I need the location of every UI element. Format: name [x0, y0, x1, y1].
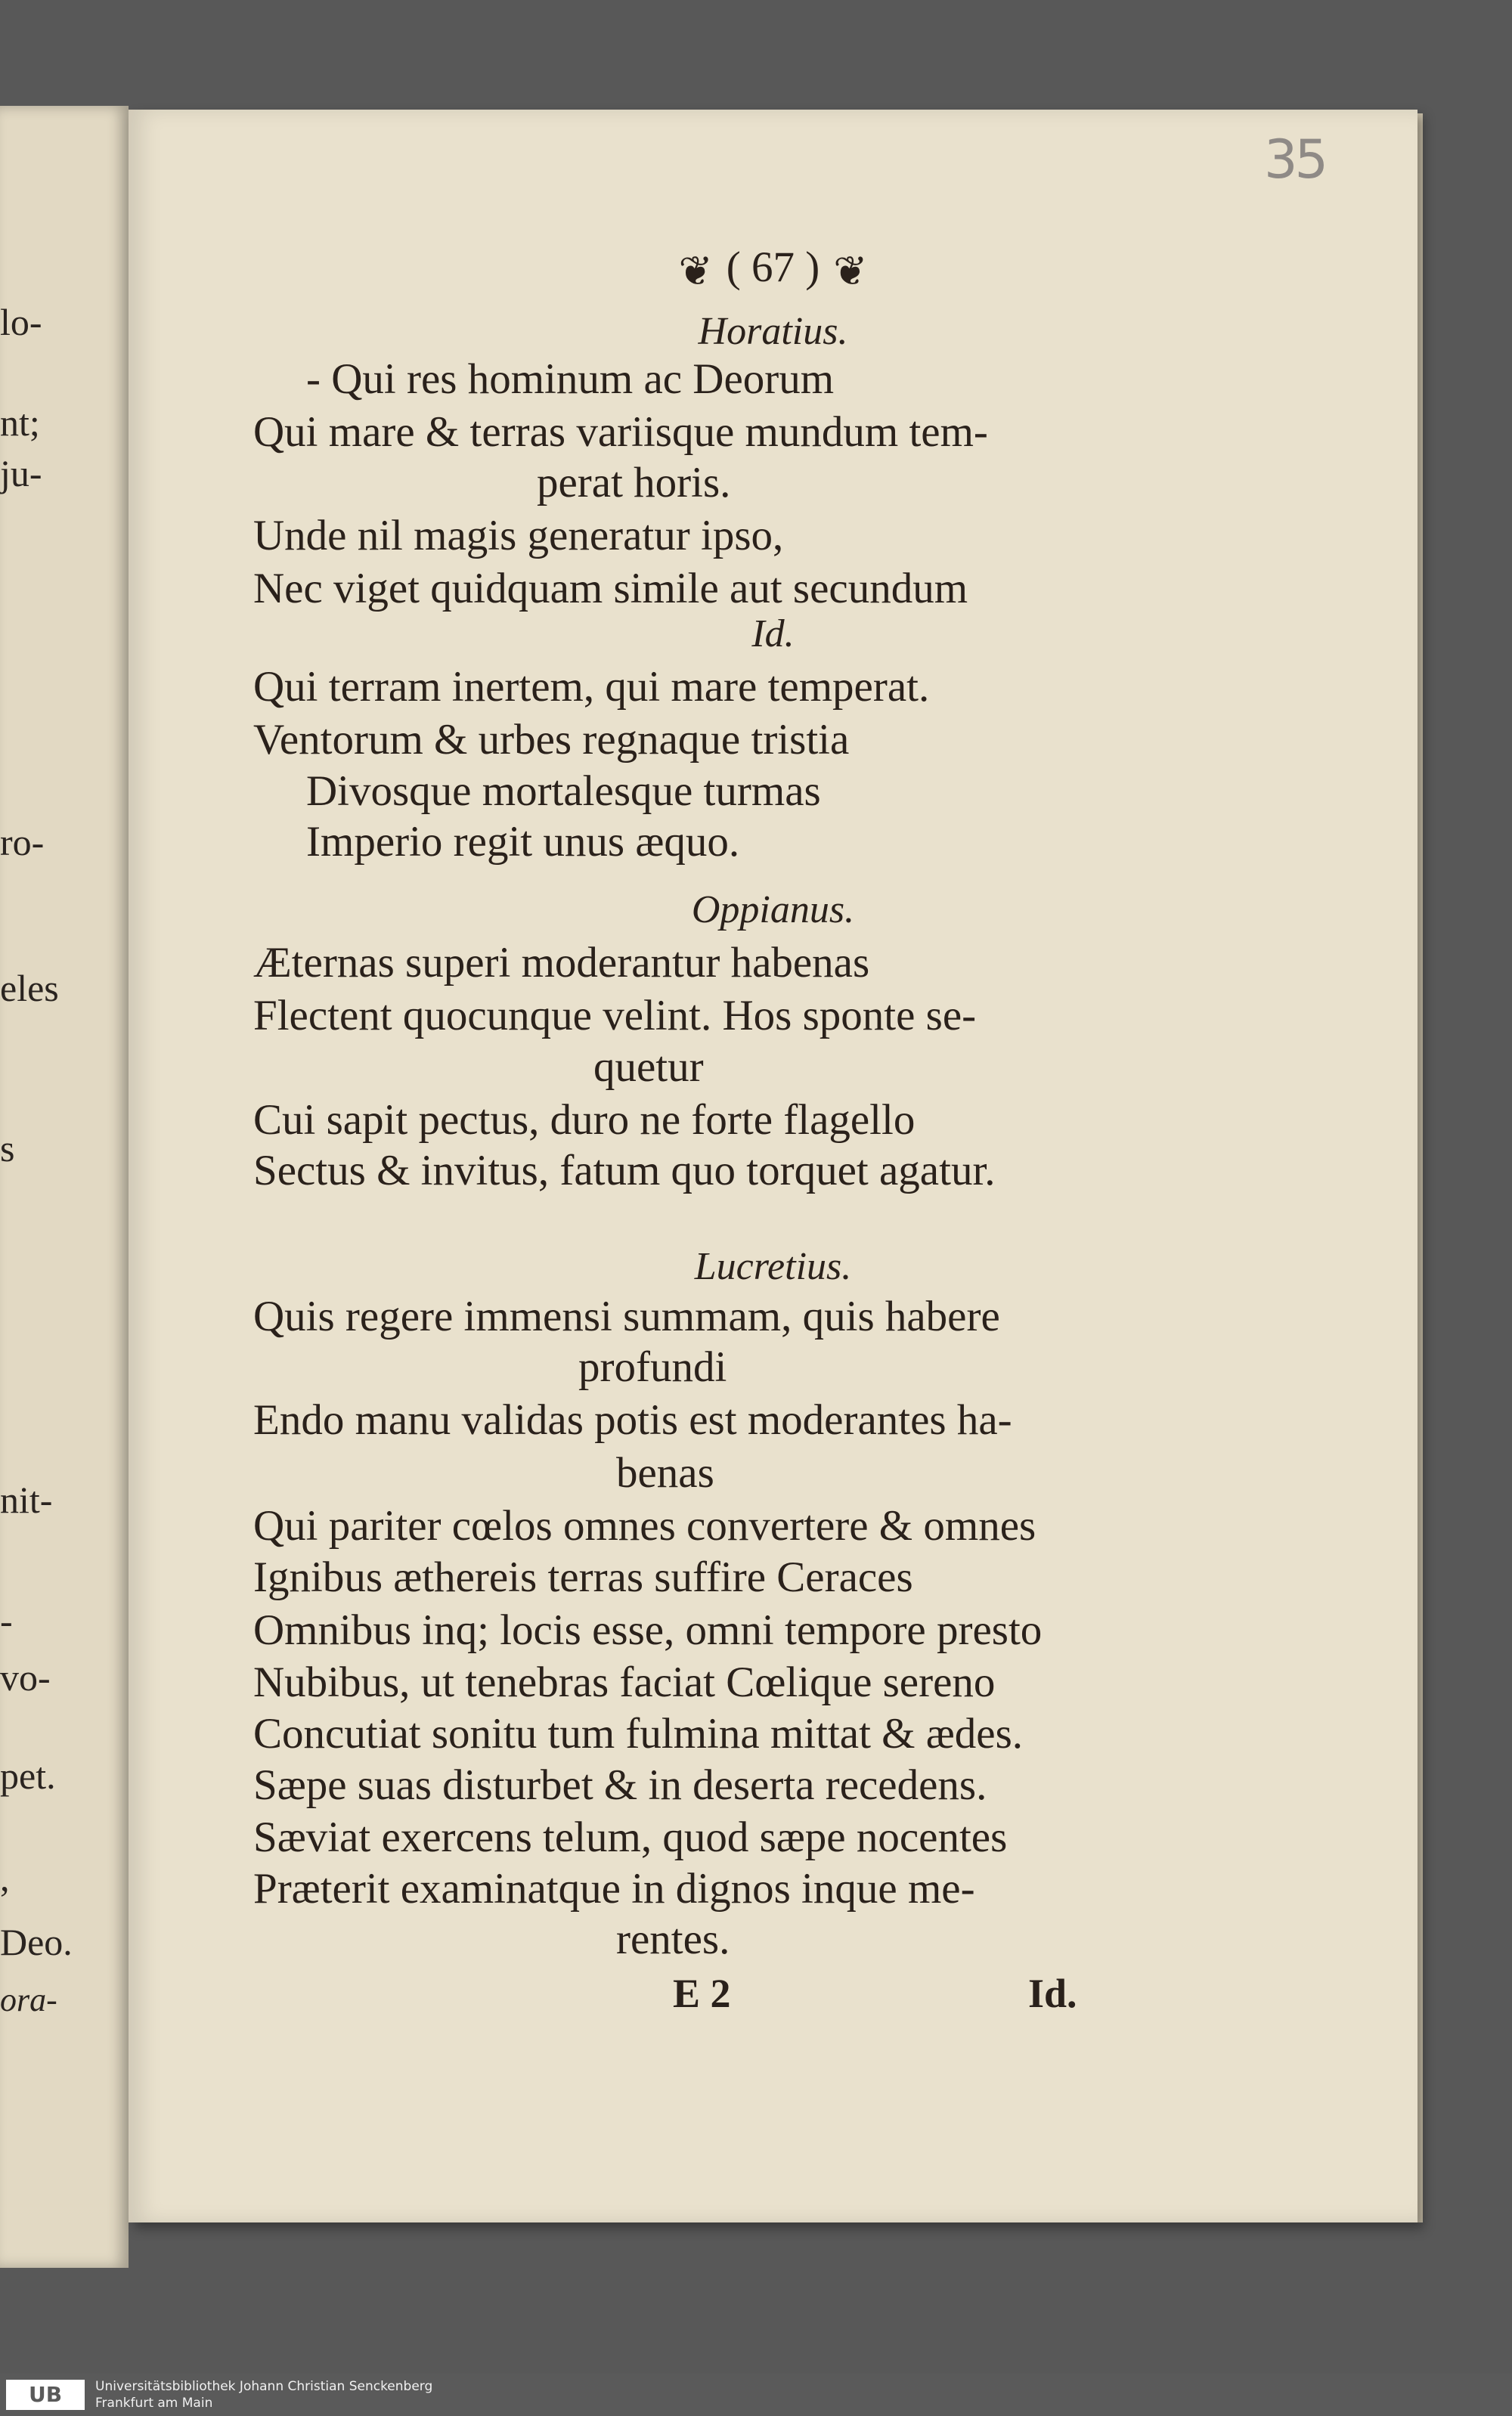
page-header: [129, 243, 1418, 294]
page-text: [129, 110, 1418, 2222]
author-heading: Lucretius.: [694, 1245, 852, 1288]
verse-line: Sæpe suas disturbet & in deserta recedens.: [253, 1761, 987, 1809]
pencil-folio-number: 35: [1264, 129, 1326, 190]
verse-line: Nubibus, ut tenebras faciat Cœlique sereno: [253, 1659, 996, 1706]
verse-line: Sectus & invitus, fatum quo torquet agatur.: [253, 1147, 996, 1194]
author-heading: Horatius.: [698, 310, 848, 353]
left-fragment: ro-: [0, 821, 45, 863]
verse-line: Omnibus inq; locis esse, omni tempore presto: [253, 1606, 1043, 1654]
verse-line: Quis regere immensi summam, quis habere: [253, 1293, 1000, 1340]
library-footer: [0, 2374, 1512, 2416]
verse-line: Divosque mortalesque turmas: [306, 767, 821, 815]
library-logo: UB: [6, 2380, 85, 2410]
left-fragment: ,: [0, 1857, 10, 1899]
verse-line: Imperio regit unus æquo.: [306, 818, 740, 866]
library-city: Frankfurt am Main: [95, 2396, 213, 2411]
verse-line: Ventorum & urbes regnaque tristia: [253, 716, 850, 764]
ornament-right-icon: ❦: [833, 248, 868, 294]
library-name: Universitätsbibliothek Johann Christian Senckenberg: [95, 2379, 433, 2394]
verse-line: Flectent quocunque velint. Hos sponte se-: [253, 992, 977, 1039]
verse-line: Endo manu validas potis est moderantes ha-: [253, 1396, 1012, 1444]
verse-line: Præterit examinatque in dignos inque me-: [253, 1865, 975, 1913]
verse-line: Cui sapit pectus, duro ne forte flagello: [253, 1096, 916, 1144]
previous-page-edge: [0, 106, 129, 2268]
verse-line: perat horis.: [537, 459, 731, 506]
verse-line: rentes.: [616, 1916, 730, 1963]
verse-line: Nec viget quidquam simile aut secundum: [253, 565, 968, 612]
verse-line: Æternas superi moderantur habenas: [253, 939, 870, 987]
left-fragment: Deo.: [0, 1921, 73, 1963]
author-heading: Id.: [751, 612, 795, 655]
left-fragment: ora-: [0, 1981, 57, 2018]
verse-line: Unde nil magis generatur ipso,: [253, 512, 784, 559]
verse-line: Qui mare & terras variisque mundum tem-: [253, 408, 988, 456]
left-fragment: vo-: [0, 1656, 51, 1699]
author-heading: Oppianus.: [691, 888, 855, 931]
verse-line: Concutiat sonitu tum fulmina mittat & ædes.: [253, 1710, 1024, 1758]
left-fragment: lo-: [0, 301, 42, 343]
signature-mark: E 2: [673, 1971, 731, 2016]
book-page: [129, 110, 1418, 2222]
library-credit: [95, 2378, 432, 2411]
verse-line: - Qui res hominum ac Deorum: [306, 355, 835, 403]
left-fragment: nt;: [0, 401, 40, 444]
verse-line: profundi: [578, 1343, 727, 1391]
page-number: ( 67 ): [726, 243, 820, 291]
left-fragment: ju-: [0, 452, 42, 494]
verse-line: Ignibus æthereis terras suffire Ceraces: [253, 1553, 913, 1601]
left-fragment: -: [0, 1600, 13, 1642]
verse-line: Qui terram inertem, qui mare temperat.: [253, 663, 930, 711]
left-fragment: pet.: [0, 1755, 56, 1797]
left-fragment: eles: [0, 967, 59, 1009]
verse-line: Qui pariter cœlos omnes convertere & omnes: [253, 1502, 1036, 1550]
verse-line: quetur: [593, 1043, 704, 1091]
verse-line: Sæviat exercens telum, quod sæpe nocentes: [253, 1814, 1008, 1861]
ornament-left-icon: ❦: [678, 248, 713, 294]
left-fragment: nit-: [0, 1479, 53, 1521]
verse-line: benas: [616, 1449, 714, 1497]
left-fragment: s: [0, 1127, 15, 1169]
catchword: Id.: [1028, 1971, 1077, 2016]
